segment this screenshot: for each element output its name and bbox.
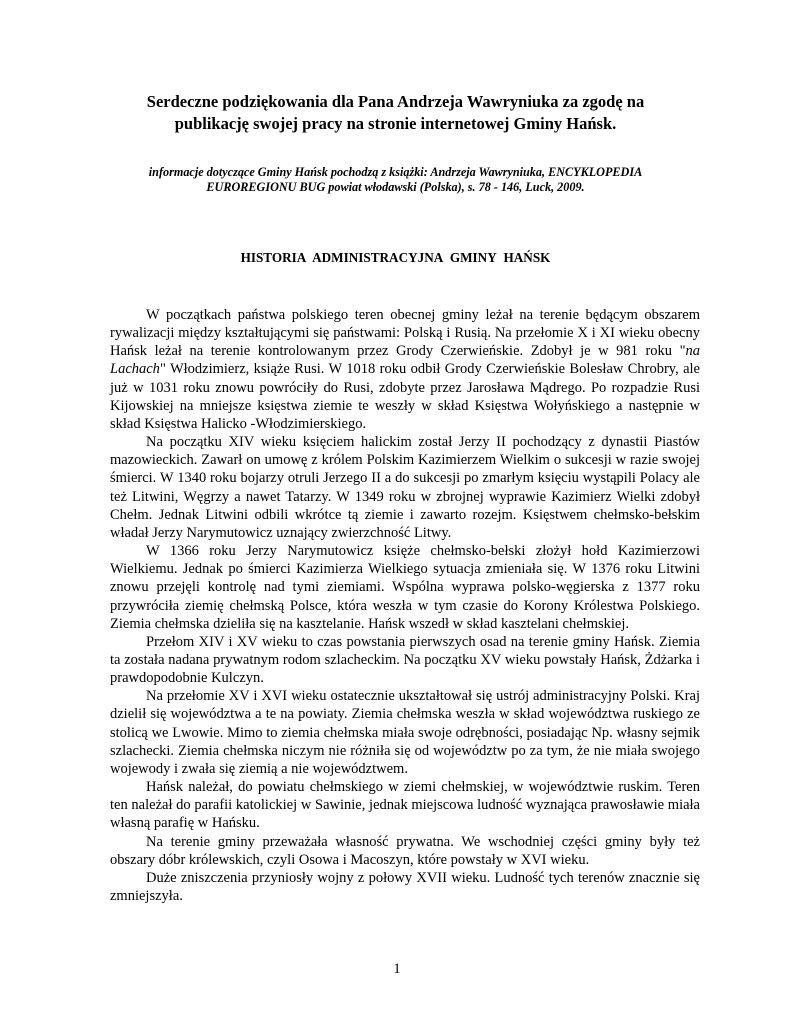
paragraph-2: Na początku XIV wieku księciem halickim został Jerzy II pochodzący z dynastii Piastów mazowieckich. Zawarł on umowę z królem Polskim Kazimierzem Wielkim o sukcesji w razie swojej śmierci. W 1340 roku bojarzy otruli Jerzego II a do sukcesji po zmarłym księciu wystąpili Polacy ale też Litwini, Węgrzy a nawet Tatarzy. W 1349 roku w zbrojnej wyprawie Kazimierz Wielki zdobył Chełm. Jednak Litwini odbili wkrótce tą ziemie i zawarto rozejm. Księstwem chełmsko-bełskim władał Jerzy Narymutowicz uznający zwierzchność Litwy. [110,434,700,541]
paragraph-4: Przełom XIV i XV wieku to czas powstania pierwszych osad na terenie gminy Hańsk. Ziemia ta została nadana prywatnym rodom szlacheckim. Na początku XV wieku powstały Hańsk, Żdżarka i prawdopodobnie Kulczyn. [110,633,700,687]
paragraph-7: Na terenie gminy przeważała własność prywatna. We wschodniej części gminy były też obszary dóbr królewskich, czyli Osowa i Macoszyn, które powstały w XVI wieku. [110,833,700,868]
paragraph-1-italic: na Lachach [110,343,700,378]
acknowledgement-line-1: Serdeczne podziękowania dla Pana Andrzeja Wawryniuka za zgodę na [146,92,645,111]
paragraph-3: W 1366 roku Jerzy Narymutowicz księże chełmsko-bełski złożył hołd Kazimierzowi Wielkiemu. Jednak po śmierci Kazimierza Wielkiego sytuacja zmieniała się. W 1376 roku Litwini znowu przejęli kontrolę nad tymi ziemiami. Wspólna wyprawa polsko-węgierska z 1377 roku przywróciła ziemię chełmską Polsce, która weszła w tym czasie do Korony Królestwa Polskiego. Ziemia chełmska dzieliła się na kasztelanie. Hańsk wszedł w skład kasztelani chełmskiej. [110,543,700,632]
paragraph-5: Na przełomie XV i XVI wieku ostatecznie ukształtował się ustrój administracyjny Polski. Kraj dzielił się województwa a te na powiaty. Ziemia chełmska weszła w skład województwa ruskiego ze stolicą we Lwowie. Mimo to ziemia chełmska miała swoje odrębności, posiadając Np. własny sejmik szlachecki. Ziemia chełmska niczym nie różniła się od województw po za tym, że nie miała swojego wojewody i zwała się ziemią a nie województwem. [110,688,700,777]
paragraph-1-text-a: W początkach państwa polskiego teren obecnej gminy leżał na terenie będącym obszarem rywalizacji między kształtującymi się państwami: Polską i Rusią. Na przełomie X i XI wieku obecny Hańsk leżał na terenie kontrolowanym przez Grody Czerwieńskie. Zdobył je w 981 roku " [110,307,700,360]
body-text [110,306,700,905]
acknowledgement [100,91,691,135]
section-title: HISTORIA ADMINISTRACYJNA GMINY HAŃSK [240,250,551,265]
paragraph-1 [110,306,700,433]
page-number: 1 [393,961,401,977]
source-note-line-1: informacje dotyczące Gminy Hańsk pochodzą z książki: Andrzeja Wawryniuka, ENCYKLOPEDIA [148,165,643,179]
source-note-line-2: EUROREGIONU BUG powiat włodawski (Polska), s. 78 - 146, Luck, 2009. [206,180,585,194]
paragraph-6: Hańsk należał, do powiatu chełmskiego w ziemi chełmskiej, w województwie ruskim. Teren ten należał do parafii katolickiej w Sawinie, jednak miejscowa ludność wyznająca prawosławie miała własną parafię w Hańsku. [110,779,700,832]
acknowledgement-line-2: publikację swojej pracy na stronie internetowej Gminy Hańsk. [174,114,617,133]
paragraph-1-text-b: " Włodzimierz, książe Rusi. W 1018 roku odbił Grody Czerwieńskie Bolesław Chrobry, ale już w 1031 roku znowu powróciły do Rusi, zdobyte przez Jarosława Mądrego. Po rozpadzie Rusi Kijowskiej na mniejsze księstwa ziemie te weszły w skład Księstwa Wołyńskiego a następnie w skład Księstwa Halicko -Włodzimierskiego. [110,361,700,432]
paragraph-8: Duże zniszczenia przyniosły wojny z połowy XVII wieku. Ludność tych terenów znacznie się zmniejszyła. [110,869,700,904]
source-note [100,165,691,195]
